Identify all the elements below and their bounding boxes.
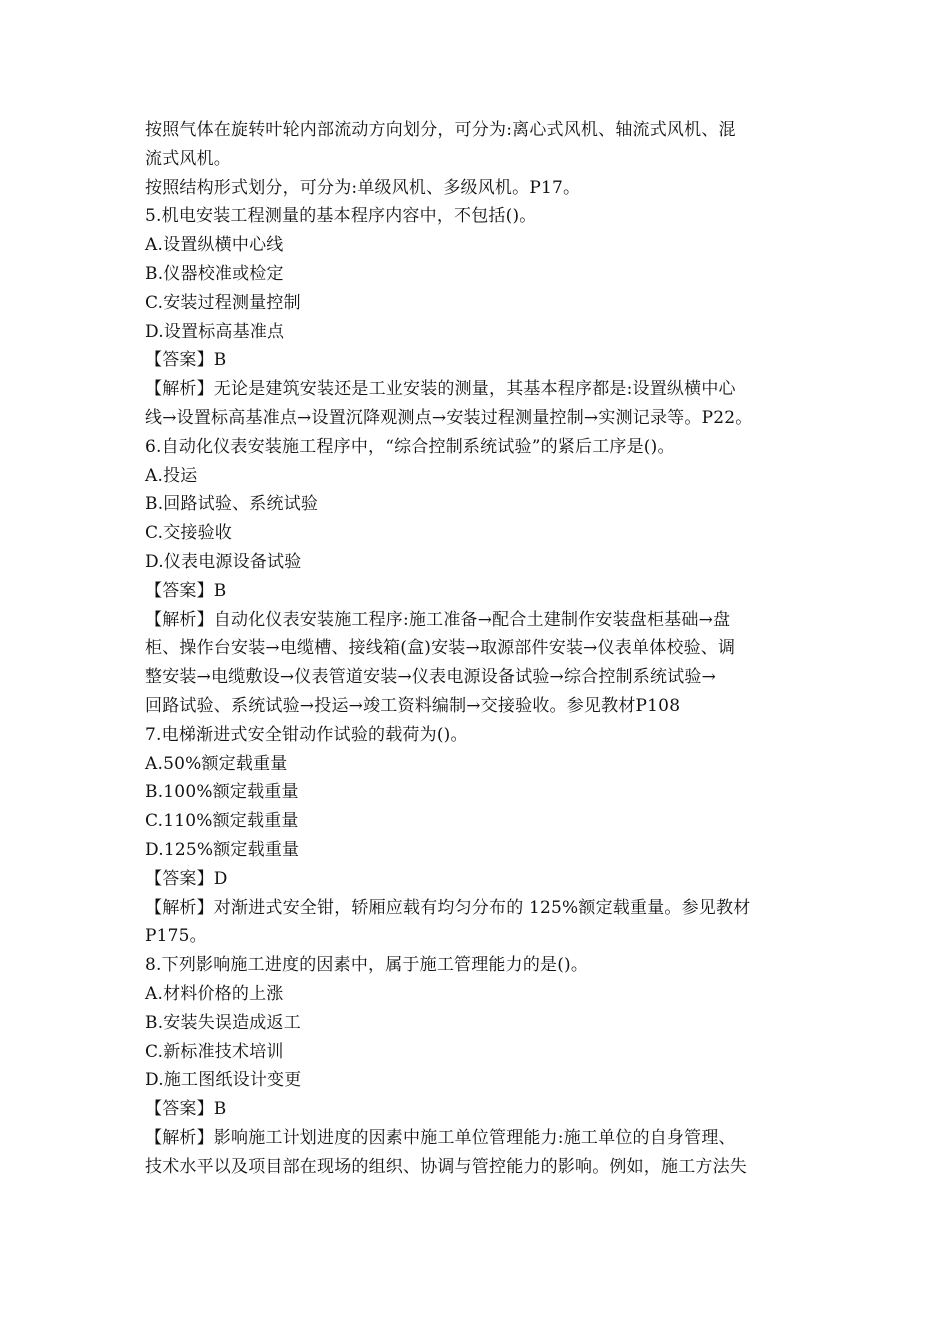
text-line: 【解析】对渐进式安全钳，轿厢应载有均匀分布的 125%额定载重量。参见教材 xyxy=(145,897,751,918)
text-line: B.回路试验、系统试验 xyxy=(145,494,319,515)
text-line: 按照结构形式划分，可分为:单级风机、多级风机。P17。 xyxy=(145,177,581,198)
text-line: C.交接验收 xyxy=(145,523,233,544)
document-body xyxy=(145,116,810,1181)
text-line: 6.自动化仪表安装施工程序中，“综合控制系统试验”的紧后工序是()。 xyxy=(145,436,675,457)
text-line: 柜、操作台安装→电缆槽、接线箱(盒)安装→取源部件安装→仪表单体校验、调 xyxy=(145,638,736,659)
text-line: 按照气体在旋转叶轮内部流动方向划分，可分为:离心式风机、轴流式风机、混 xyxy=(145,120,736,140)
text-line: 【解析】无论是建筑安装还是工业安装的测量，其基本程序都是:设置纵横中心 xyxy=(145,379,736,400)
text-line: 5.机电安装工程测量的基本程序内容中，不包括()。 xyxy=(145,206,537,227)
text-line: D.设置标高基准点 xyxy=(145,321,285,342)
text-line: 【答案】D xyxy=(145,868,228,889)
text-line: A.投运 xyxy=(145,465,198,486)
text-line: 【答案】B xyxy=(145,1099,227,1120)
text-line: 【答案】B xyxy=(145,580,227,601)
text-line: B.100%额定载重量 xyxy=(145,782,299,803)
text-line: D.施工图纸设计变更 xyxy=(145,1070,302,1091)
text-line: 技术水平以及项目部在现场的组织、协调与管控能力的影响。例如，施工方法失 xyxy=(145,1156,747,1177)
text-line: 【解析】自动化仪表安装施工程序:施工准备→配合土建制作安装盘柜基础→盘 xyxy=(145,609,731,630)
text-line: C.安装过程测量控制 xyxy=(145,292,301,313)
text-line: B.仪器校准或检定 xyxy=(145,263,284,284)
text-line: C.新标准技术培训 xyxy=(145,1041,284,1062)
text-line: A.50%额定载重量 xyxy=(145,753,288,774)
text-line: D.仪表电源设备试验 xyxy=(145,551,302,572)
text-line: 回路试验、系统试验→投运→竣工资料编制→交接验收。参见教材P108 xyxy=(145,695,681,716)
text-line: D.125%额定载重量 xyxy=(145,839,300,860)
text-line: B.安装失误造成返工 xyxy=(145,1012,301,1033)
text-line: 整安装→电缆敷设→仪表管道安装→仪表电源设备试验→综合控制系统试验→ xyxy=(145,667,717,688)
text-line: 【解析】影响施工计划进度的因素中施工单位管理能力:施工单位的自身管理、 xyxy=(145,1127,736,1148)
text-line: 7.电梯渐进式安全钳动作试验的载荷为()。 xyxy=(145,724,468,745)
text-line: 线→设置标高基准点→设置沉降观测点→安装过程测量控制→实测记录等。P22。 xyxy=(145,407,753,428)
text-line: P175。 xyxy=(145,926,207,947)
text-line: A.材料价格的上涨 xyxy=(145,983,284,1004)
text-line: 【答案】B xyxy=(145,350,227,371)
text-line: 8.下列影响施工进度的因素中，属于施工管理能力的是()。 xyxy=(145,955,589,976)
text-line: A.设置纵横中心线 xyxy=(145,235,284,256)
text-line: 流式风机。 xyxy=(145,148,231,169)
text-line: C.110%额定载重量 xyxy=(145,811,299,832)
